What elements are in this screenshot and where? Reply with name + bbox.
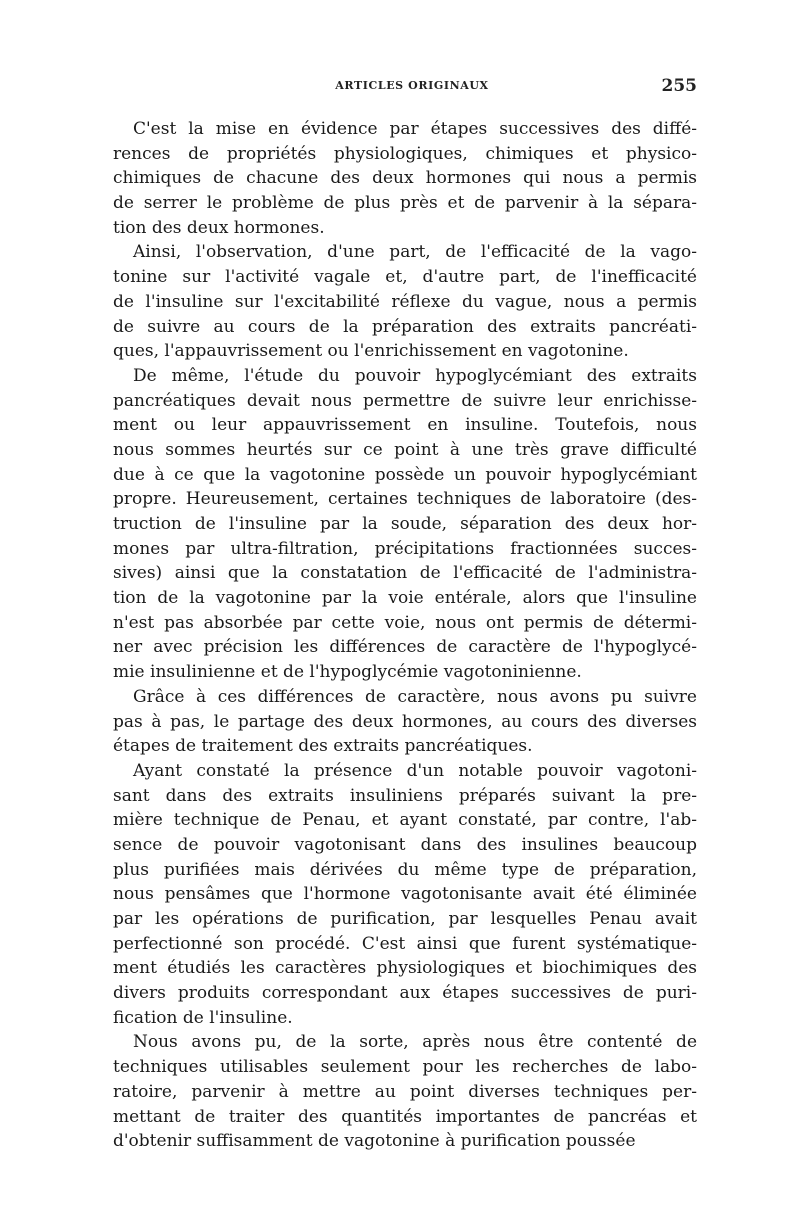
text-line: nous pensâmes que l'hormone vagotonisante avait été éliminée (113, 884, 697, 905)
text-line: Nous avons pu, de la sorte, après nous être contenté de (133, 1032, 697, 1053)
text-line: ques, l'appauvrissement ou l'enrichissement en vagotonine. (113, 341, 629, 362)
text-line: tion des deux hormones. (113, 217, 325, 238)
text-line: mie insulinienne et de l'hypoglycémie vagotoninienne. (113, 662, 582, 683)
text-line: de l'insuline sur l'excitabilité réflexe du vague, nous a permis (113, 291, 697, 312)
text-line: C'est la mise en évidence par étapes successives des diffé- (133, 119, 697, 139)
running-head (113, 76, 697, 100)
text-line: ner avec précision les différences de caractère de l'hypoglycé- (113, 637, 697, 658)
text-line: de serrer le problème de plus près et de parvenir à la sépara- (113, 193, 697, 214)
paragraph (113, 240, 697, 363)
text-line: mones par ultra-filtration, précipitations fractionnées succes- (113, 538, 697, 559)
text-line: n'est pas absorbée par cette voie, nous ont permis de détermi- (113, 612, 697, 633)
text-line: par les opérations de purification, par lesquelles Penau avait (113, 909, 697, 929)
paragraph (113, 364, 697, 685)
text-line: sives) ainsi que la constatation de l'efficacité de l'administra- (113, 563, 697, 584)
text-line: chimiques de chacune des deux hormones qui nous a permis (113, 168, 697, 189)
paragraph (113, 117, 697, 240)
text-line: ment ou leur appauvrissement en insuline. Toutefois, nous (113, 415, 697, 436)
text-line: propre. Heureusement, certaines techniques de laboratoire (des- (113, 489, 697, 510)
text-line: de suivre au cours de la préparation des extraits pancréati- (113, 316, 697, 337)
text-line: sant dans des extraits insuliniens préparés suivant la pre- (113, 785, 697, 806)
text-line: sence de pouvoir vagotonisant dans des insulines beaucoup (113, 834, 697, 855)
text-line: ratoire, parvenir à mettre au point diverses techniques per- (113, 1081, 697, 1102)
text-line: tonine sur l'activité vagale et, d'autre part, de l'inefficacité (113, 267, 697, 288)
text-line: mière technique de Penau, et ayant constaté, par contre, l'ab- (113, 810, 697, 831)
text-line: pancréatiques devait nous permettre de suivre leur enrichisse- (113, 390, 697, 411)
text-line: Ainsi, l'observation, d'une part, de l'efficacité de la vago- (133, 242, 697, 263)
paragraph (113, 759, 697, 1031)
text-line: truction de l'insuline par la soude, séparation des deux hor- (113, 514, 697, 534)
text-line: De même, l'étude du pouvoir hypoglycémiant des extraits (133, 365, 697, 386)
text-line: divers produits correspondant aux étapes successives de puri- (113, 983, 697, 1004)
text-line: d'obtenir suffisamment de vagotonine à purification poussée (113, 1131, 636, 1152)
text-line: plus purifiées mais dérivées du même type de préparation, (113, 859, 697, 880)
paragraph (113, 1030, 697, 1153)
text-line: Ayant constaté la présence d'un notable pouvoir vagotoni- (133, 760, 697, 781)
text-line: étapes de traitement des extraits pancréatiques. (113, 736, 533, 757)
paragraph (113, 685, 697, 759)
text-line: Grâce à ces différences de caractère, nous avons pu suivre (133, 686, 697, 707)
page-number: 255 (661, 76, 697, 96)
text-line: perfectionné son procédé. C'est ainsi que furent systématique- (113, 933, 697, 954)
running-title: ARTICLES ORIGINAUX (335, 79, 489, 92)
text-line: tion de la vagotonine par la voie entérale, alors que l'insuline (113, 588, 697, 609)
text-line: fication de l'insuline. (113, 1007, 293, 1028)
text-line: rences de propriétés physiologiques, chimiques et physico- (113, 143, 697, 164)
text-line: pas à pas, le partage des deux hormones, au cours des diverses (113, 711, 697, 732)
text-line: techniques utilisables seulement pour les recherches de labo- (113, 1057, 697, 1078)
body-text (113, 117, 697, 1154)
text-line: due à ce que la vagotonine possède un pouvoir hypoglycémiant (113, 464, 697, 485)
text-line: nous sommes heurtés sur ce point à une très grave difficulté (113, 439, 697, 460)
text-line: mettant de traiter des quantités importantes de pancréas et (113, 1106, 697, 1127)
text-line: ment étudiés les caractères physiologiques et biochimiques des (113, 958, 697, 979)
